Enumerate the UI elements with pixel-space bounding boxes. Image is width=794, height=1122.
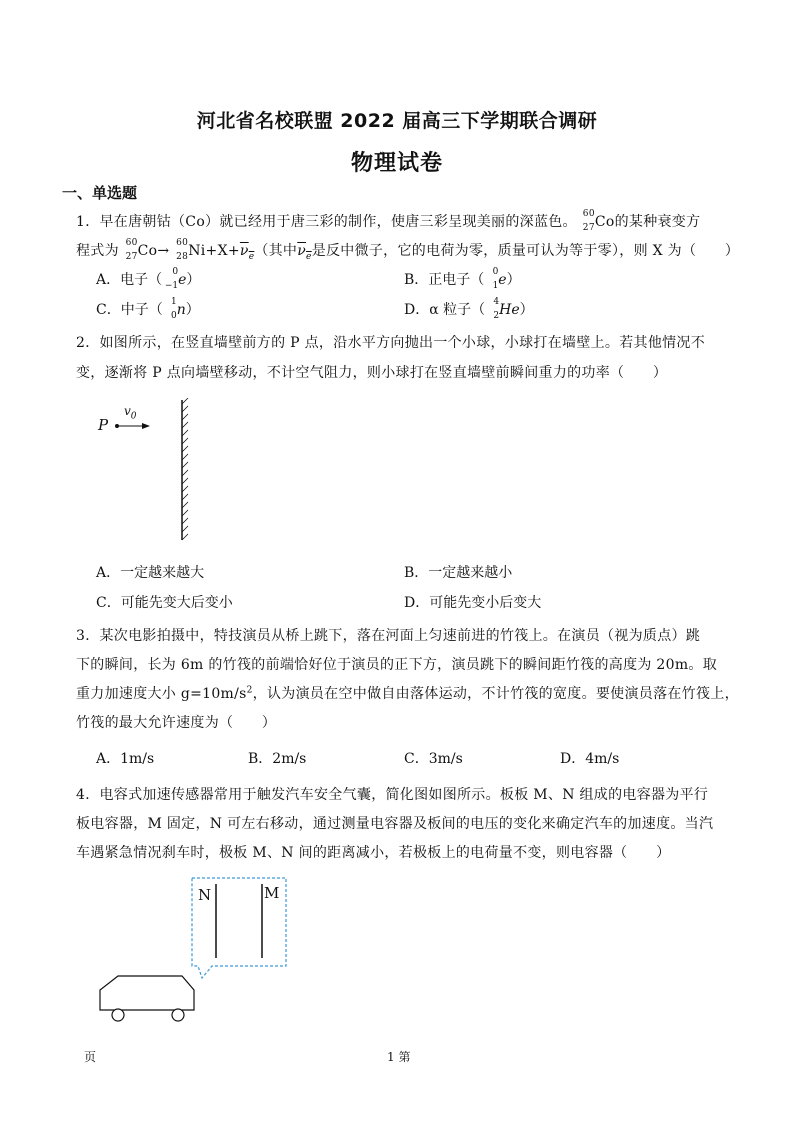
q2-line2: 变，逐渐将 P 点向墙壁移动，不计空气阻力，则小球打在竖直墙壁前瞬间重力的功率（ ）	[76, 365, 668, 381]
footer-left: 页	[84, 1050, 97, 1064]
q1-option-d: D．α 粒子（ 4 2 He）	[404, 297, 534, 321]
q1-line2: 程式为 60 27 Co→ 60 28 $Ni+X+\nu_e$（其中$\nu_e$是反中微子，它的电荷为零，质量可认为等于零），则 X 为（ ）	[76, 238, 740, 262]
q2-wall-figure	[96, 398, 206, 544]
car-wheel-front	[172, 1009, 184, 1021]
q2-option-d: D．可能先变小后变大	[404, 595, 542, 611]
document-subtitle: 物理试卷	[350, 151, 443, 176]
q4-line3: 车遇紧急情况刹车时，极板 M、N 间的距离减小，若极板上的电荷量不变，则电容器（ ）	[76, 845, 671, 861]
plate-n-label: N	[198, 886, 212, 904]
q2-option-b: B．一定越来越小	[404, 565, 513, 581]
q2-option-c: C．可能先变大后变小	[96, 595, 233, 611]
point-p-label: P	[98, 416, 109, 434]
q3-option-b: B．2m/s	[248, 751, 307, 767]
q3-option-c: C．3m/s	[404, 751, 463, 767]
q3-option-d: D．4m/s	[560, 751, 620, 767]
q3-line2: 下的瞬间，长为 6m 的竹筏的前端恰好位于演员的正下方，演员跳下的瞬间距竹筏的高度为 20m。取	[76, 657, 718, 673]
point-p	[115, 424, 119, 428]
q3-line4: 竹筏的最大允许速度为（ ）	[76, 715, 277, 731]
plate-m-label: M	[264, 884, 280, 902]
q4-line1: 4．电容式加速传感器常用于触发汽车安全气囊，简化图如图所示。板板 M、N 组成的电容器为平行	[76, 787, 709, 803]
footer-page-number: 1 第	[387, 1050, 411, 1064]
q4-line2: 板电容器，M 固定，N 可左右移动，通过测量电容器及板间的电压的变化来确定汽车的加速度。当汽	[76, 816, 714, 832]
velocity-label: $v_0$	[124, 404, 137, 422]
q3-line3: 重力加速度大小 $g=10m/s^2$，认为演员在空中做自由落体运动，不计竹筏的宽度。要使演员落在竹筏上，	[76, 685, 739, 702]
car-wheel-rear	[112, 1009, 124, 1021]
section-heading: 一、单选题	[62, 184, 138, 202]
q1-option-a: A．电子（ 0 −1 e）	[96, 267, 201, 291]
q3-line1: 3．某次电影拍摄中，特技演员从桥上跳下，落在河面上匀速前进的竹筏上。在演员（视为质点）跳	[76, 628, 701, 644]
q1-option-b: B．正电子（ 0 1 e）	[404, 267, 521, 291]
q1-line1: 1．早在唐朝钴（Co）就已经用于唐三彩的制作，使唐三彩呈现美丽的深蓝色。 60 27 Co的某种衰变方	[76, 209, 701, 233]
q2-line1: 2．如图所示，在竖直墙壁前方的 P 点，沿水平方向抛出一个小球，小球打在墙壁上。若其他情况不	[76, 335, 706, 351]
q2-option-a: A．一定越来越大	[96, 565, 205, 581]
q1-option-c: C．中子（ 1 0 n）	[96, 297, 200, 321]
q3-option-a: A．1m/s	[96, 751, 155, 767]
document-title: 河北省名校联盟 2022 届高三下学期联合调研	[196, 110, 598, 132]
car-body	[100, 976, 194, 1010]
